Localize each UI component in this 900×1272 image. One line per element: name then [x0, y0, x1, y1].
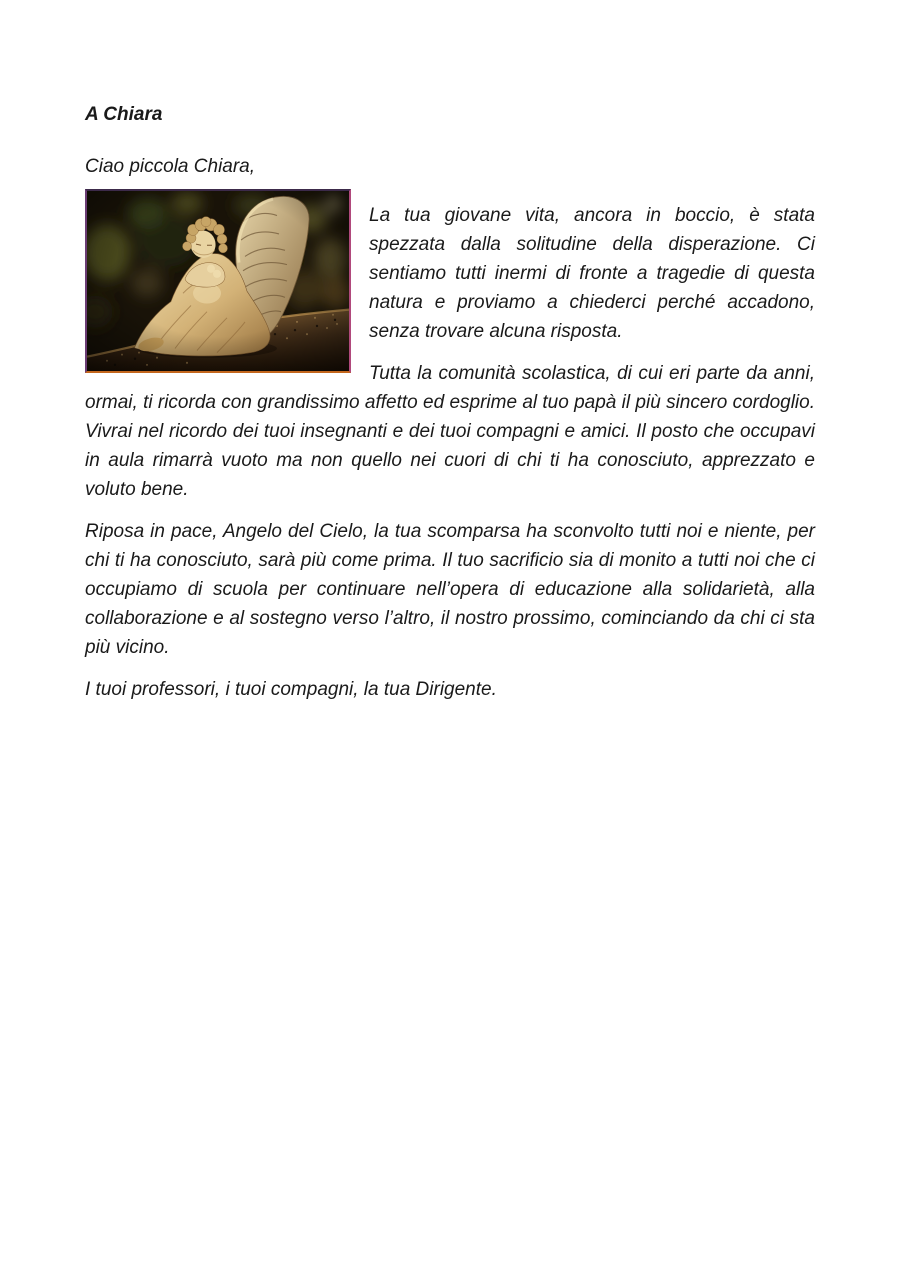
angel-statue-photo	[85, 189, 351, 373]
paragraph-closing: I tuoi professori, i tuoi compagni, la tua Dirigente.	[85, 679, 497, 700]
salutation: Ciao piccola Chiara,	[85, 156, 256, 177]
paragraph: La tua giovane vita, ancora in boccio, è stata spezzata dalla solitudine della disperazione. Ci sentiamo tutti inermi di fronte a tragedie di questa natura e proviamo a chiederci perché accadono, senza trovare alcuna risposta.	[369, 205, 815, 342]
angel-statue-illustration	[87, 191, 349, 371]
page-title: A Chiara	[85, 104, 163, 125]
paragraph: Tutta la comunità scolastica, di cui eri parte da anni, ormai, ti ricorda con grandissimo affetto ed esprime al tuo papà il più sincero cordoglio. Vivrai nel ricordo dei tuoi insegnanti e dei tuoi compagni e amici. Il posto che occupavi in aula rimarrà vuoto ma non quello nei cuori di chi ti ha conosciuto, apprezzato e voluto bene.	[85, 363, 815, 500]
paragraph: Riposa in pace, Angelo del Cielo, la tua scomparsa ha sconvolto tutti noi e niente, per chi ti ha conosciuto, sarà più come prima. Il tuo sacrificio sia di monito a tutti noi che ci occupiamo di scuola per continuare nell’opera di educazione alla solidarietà, alla collaborazione e al sostegno verso l’altro, il nostro prossimo, cominciando da chi ci sta più vicino.	[85, 521, 815, 658]
